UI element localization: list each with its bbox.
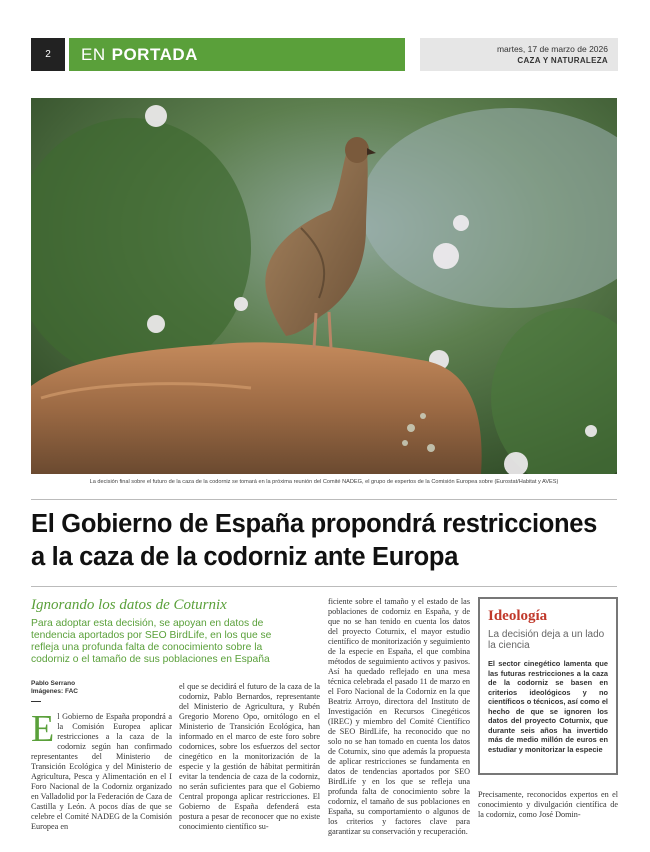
body-column-1: [31, 708, 172, 832]
body-column-4: Precisamente, reconocidos expertos en el conocimiento y divulgación científica de la codorniz, como José Domin-: [478, 790, 618, 819]
body-column-3: ficiente sobre el tamaño y el estado de las poblaciones de codorniz en España, y de que no se han tenido en cuenta los datos del proyecto Coturnix, el mayor estudio científico de monitorización y seguimiento de la especie en España, el que combina métodos de seguimiento activos y pasivos. Así ha quedado reflejado en una mesa técnica celebrada el pasado 11 de marzo en el Foro Nacional de la Codorniz en la que Beatriz Arroyo, directora del Instituto de Investigación en Recursos Cinegéticos (IREC) y miembro del Comité Científico de SEO BirdLife, ha reconocido que no solo no se han tomado en cuenta los datos de Coturnix, sino que además la propuesta de aplicar restricciones se fundamenta en datos de tendencias aportados por SEO BirdLife y en los que se refleja una profunda falta de conocimiento sobre la codorniz, el tamaño de sus poblaciones en España, su comportamiento o algunos de los criterios y factores clave para garantizar su conservación y recuperación.: [328, 597, 470, 836]
body-column-2: el que se decidirá el futuro de la caza de la codorniz, Pablo Bernardos, representante del Ministerio de Agricultura, y Rubén Gregorio Moreno Opo, ornitólogo en el Ministerio de Transición Ecológica, han informado en el marco de este foro sobre codornices, sobre los esfuerzos del sector cinegético en la monitorización de la especie y la gestión de hábitat permitirán evitar la tendencia de caza de la codorniz, no serán suficientes para que el Gobierno Central proponga aplicar restricciones. El Gobierno de España defenderá esta postura a pesar de reconocer que no existe conocimiento científico su-: [179, 682, 320, 831]
subheadline: Ignorando los datos de Coturnix: [31, 597, 227, 613]
drop-cap: E: [31, 708, 55, 750]
headline-line-1: El Gobierno de España propondrá restricciones: [31, 510, 598, 538]
section-title: PORTADA: [111, 44, 198, 64]
headline-line-2: a la caza de la codorniz ante Europa: [31, 543, 459, 571]
body-text-1: l Gobierno de España propondrá a la Comisión Europea aplicar restricciones a la caza de la codorniz según han confirmado representantes del Ministerio de Transición Ecológica y del Ministerio de Agricultura, Pesca y Alimentación en el I Foro Nacional de la Codorniz organizado en Valladolid por la Federación de Caza de Castilla y León. A pocos días de que se celebre el Comité NADEG de la Comisión Europea en: [31, 712, 172, 831]
byline-author: Pablo Serrano: [31, 680, 76, 687]
sidebar-box: [478, 597, 618, 775]
headline: [31, 508, 621, 574]
byline: [31, 680, 171, 696]
section-prefix: EN: [81, 44, 106, 64]
issue-date: martes, 17 de marzo de 2026: [496, 44, 608, 54]
date-banner: [420, 38, 618, 71]
byline-images: Imágenes: FAC: [31, 688, 78, 695]
sidebar-subtitle: La decisión deja a un lado la ciencia: [488, 629, 605, 651]
sidebar-title: Ideología: [488, 608, 548, 624]
photo-caption: La decisión final sobre el futuro de la caza de la codorniz se tomará en la próxima reunión del Comité NADEG, el grupo de expertos de la Comisión Europea sobre (Eurostat/Habitat y AVES): [89, 479, 559, 485]
page-number: 2: [31, 38, 65, 71]
lead-paragraph: Para adoptar esta decisión, se apoyan en datos de tendencia aportados por SEO BirdLife, en los que se refleja una profunda falta de conocimiento sobre la codorniz o el tamaño de sus poblaciones en España: [31, 618, 272, 665]
section-banner: [69, 38, 405, 71]
divider: [31, 586, 617, 587]
quail-photo: [31, 98, 617, 474]
byline-rule: [31, 701, 41, 702]
divider: [31, 499, 617, 500]
sidebar-body: El sector cinegético lamenta que las futuras restricciones a la caza de la codorniz se basen en criterios ideológicos y no científicos o técnicos, así como el hecho de que se ignoren los datos del proyecto Coturnix, que durante seis años ha invertido más de medio millón de euros en estudiar y monitorizar la especie: [488, 659, 608, 754]
publication-name: CAZA Y NATURALEZA: [517, 56, 608, 65]
